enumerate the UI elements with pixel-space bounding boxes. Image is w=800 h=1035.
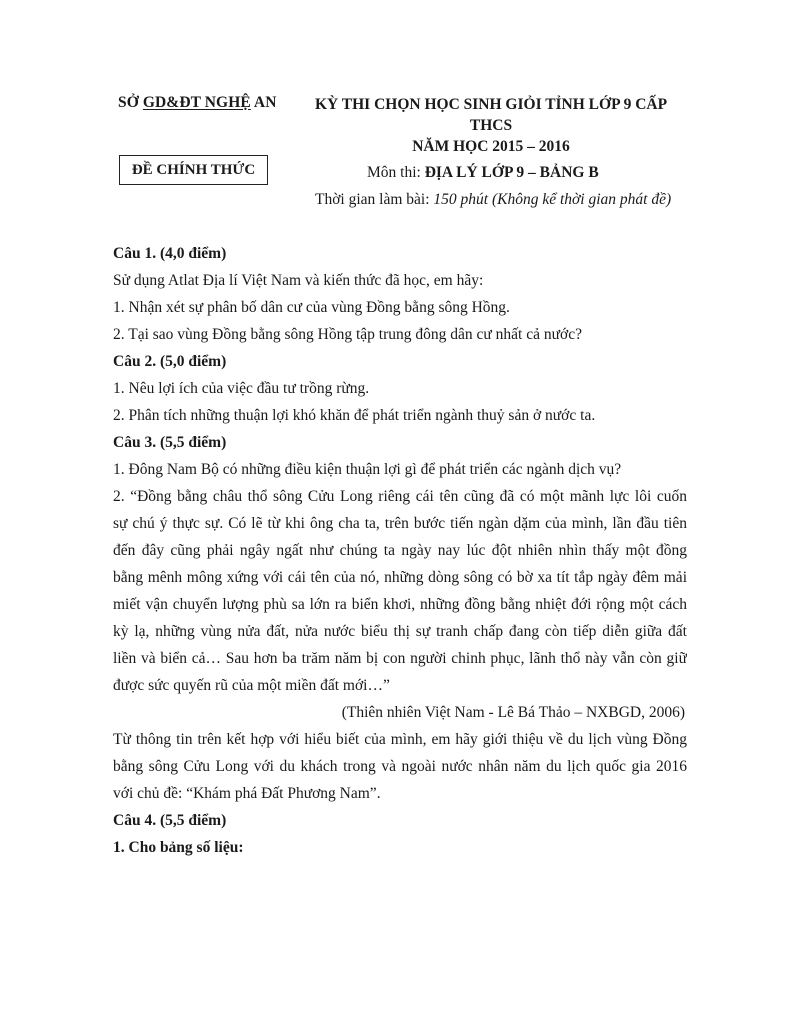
- quote-line: sự chú ý thực sự. Có lẽ từ khi ông cha ta, trên bước tiến ngàn dặm của mình, lần đầu tiên: [113, 515, 687, 532]
- question-1-intro: Sử dụng Atlat Địa lí Việt Nam và kiến thức đã học, em hãy:: [113, 272, 484, 289]
- quote-line: liền và biển cả… Sau hơn ba trăm năm bị con người chinh phục, lãnh thổ này vẫn còn giữ: [113, 650, 687, 667]
- exam-title: [296, 94, 686, 157]
- exam-title-line1: KỲ THI CHỌN HỌC SINH GIỎI TỈNH LỚP 9 CẤP THCS: [314, 96, 668, 134]
- task-line: Từ thông tin trên kết hợp với hiểu biết của mình, em hãy giới thiệu về du lịch vùng Đồng: [113, 731, 687, 748]
- exam-title-line2: NĂM HỌC 2015 – 2016: [412, 138, 570, 155]
- quote-line: 2. “Đồng bằng châu thổ sông Cửu Long riêng cái tên cũng đã có một mãnh lực lôi cuốn: [113, 488, 687, 505]
- quote-line: kỳ lạ, những vùng nửa đất, nửa nước biểu thị sự tranh chấp đang còn tiếp diễn giữa đất: [113, 623, 687, 640]
- question-4-heading: Câu 4. (5,5 điểm): [113, 812, 227, 829]
- quote-line: đến đây cũng phải ngây ngất như chúng ta ngày nay lúc đột nhiên nhìn thấy một đồng: [113, 542, 687, 559]
- question-3-item-1: 1. Đông Nam Bộ có những điều kiện thuận lợi gì để phát triển các ngành dịch vụ?: [113, 461, 622, 478]
- department-name: SỞ GD&ĐT NGHỆ AN: [118, 94, 277, 111]
- quote-line-last: được sức quyến rũ của một miền đất mới…”: [113, 677, 390, 694]
- quote-line: miết vận chuyển lượng phù sa lớn ra biển khơi, những đồng bằng nhiệt đới rộng một cách: [113, 596, 687, 613]
- question-1-item-1: 1. Nhận xét sự phân bố dân cư của vùng Đồng bằng sông Hồng.: [113, 299, 510, 316]
- question-2-item-1: 1. Nêu lợi ích của việc đầu tư trồng rừng.: [113, 380, 370, 397]
- question-4-subheading: 1. Cho bảng số liệu:: [113, 839, 244, 856]
- question-2-heading: Câu 2. (5,0 điểm): [113, 353, 227, 370]
- subject-line: Môn thi: ĐỊA LÝ LỚP 9 – BẢNG B: [367, 164, 599, 181]
- task-line: bằng sông Cửu Long với du khách trong và ngoài nước nhân năm du lịch quốc gia 2016: [113, 758, 687, 775]
- question-1-item-2: 2. Tại sao vùng Đồng bằng sông Hồng tập trung đông dân cư nhất cả nước?: [113, 326, 582, 343]
- question-1-heading: Câu 1. (4,0 điểm): [113, 245, 227, 262]
- subject-name: ĐỊA LÝ LỚP 9 – BẢNG B: [424, 164, 599, 181]
- question-3-heading: Câu 3. (5,5 điểm): [113, 434, 227, 451]
- task-line-last: với chủ đề: “Khám phá Đất Phương Nam”.: [113, 785, 381, 802]
- quote-source: (Thiên nhiên Việt Nam - Lê Bá Thảo – NXBGD, 2006): [341, 704, 685, 721]
- quote-line: bằng mênh mông xứng với cái tên của nó, những dòng sông có bờ xa tít tắp ngày đêm mải: [113, 569, 687, 586]
- exam-body: [113, 240, 687, 861]
- official-exam-box: ĐỀ CHÍNH THỨC: [119, 155, 268, 185]
- question-2-item-2: 2. Phân tích những thuận lợi khó khăn để phát triển ngành thuỷ sản ở nước ta.: [113, 407, 596, 424]
- time-allowed: Thời gian làm bài: 150 phút (Không kể thời gian phát đề): [315, 191, 672, 208]
